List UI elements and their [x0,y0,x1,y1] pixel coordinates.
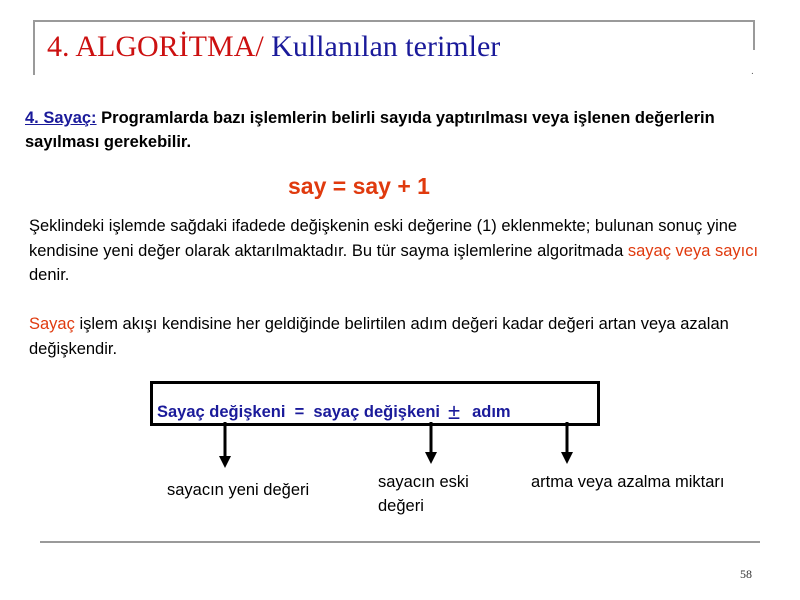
plus-minus-sign: ± [447,399,461,424]
intro-label: 4. Sayaç: [25,109,97,127]
arrow-old-value [425,422,437,464]
caption-step-amount: artma veya azalma miktarı [531,473,725,491]
arrow-step-amount [561,422,573,464]
page-number: 58 [740,567,752,581]
explanation-text-after: denir. [29,266,70,284]
arrow-new-value [219,422,231,468]
box-right-term: sayaç değişkeni [313,403,440,421]
box-left-term: Sayaç değişkeni [157,403,286,421]
title-algoritma: 4. ALGORİTMA/ [47,30,264,63]
title-terms: Kullanılan terimler [263,30,501,63]
corner-mark: . [751,66,754,77]
definition-text: işlem akışı kendisine her geldiğinde belirtilen adım değeri kadar değeri artan veya azalan değişkendir. [29,315,729,358]
explanation-highlight: sayaç veya sayıcı [627,241,759,260]
caption-old-value: sayacın eski değeri [378,473,469,515]
intro-text: Programlarda bazı işlemlerin belirli sayıda yaptırılması veya işlenen değerlerin sayılması gerekebilir. [25,109,715,151]
box-step-term: adım [472,403,511,421]
box-equals: = [294,403,305,421]
caption-new-value: sayacın yeni değeri [167,481,310,499]
counter-formula: say = say + 1 [288,173,430,199]
footer-rule [40,541,760,543]
explanation-text-before: Şeklindeki işlemde sağdaki ifadede değişkenin eski değerine (1) eklenmekte; bulunan sonuç yine kendisine yeni değer olarak aktarılmaktadır. Bu tür sayma işlemlerine algoritmada [29,217,738,260]
definition-highlight: Sayaç [29,315,75,333]
